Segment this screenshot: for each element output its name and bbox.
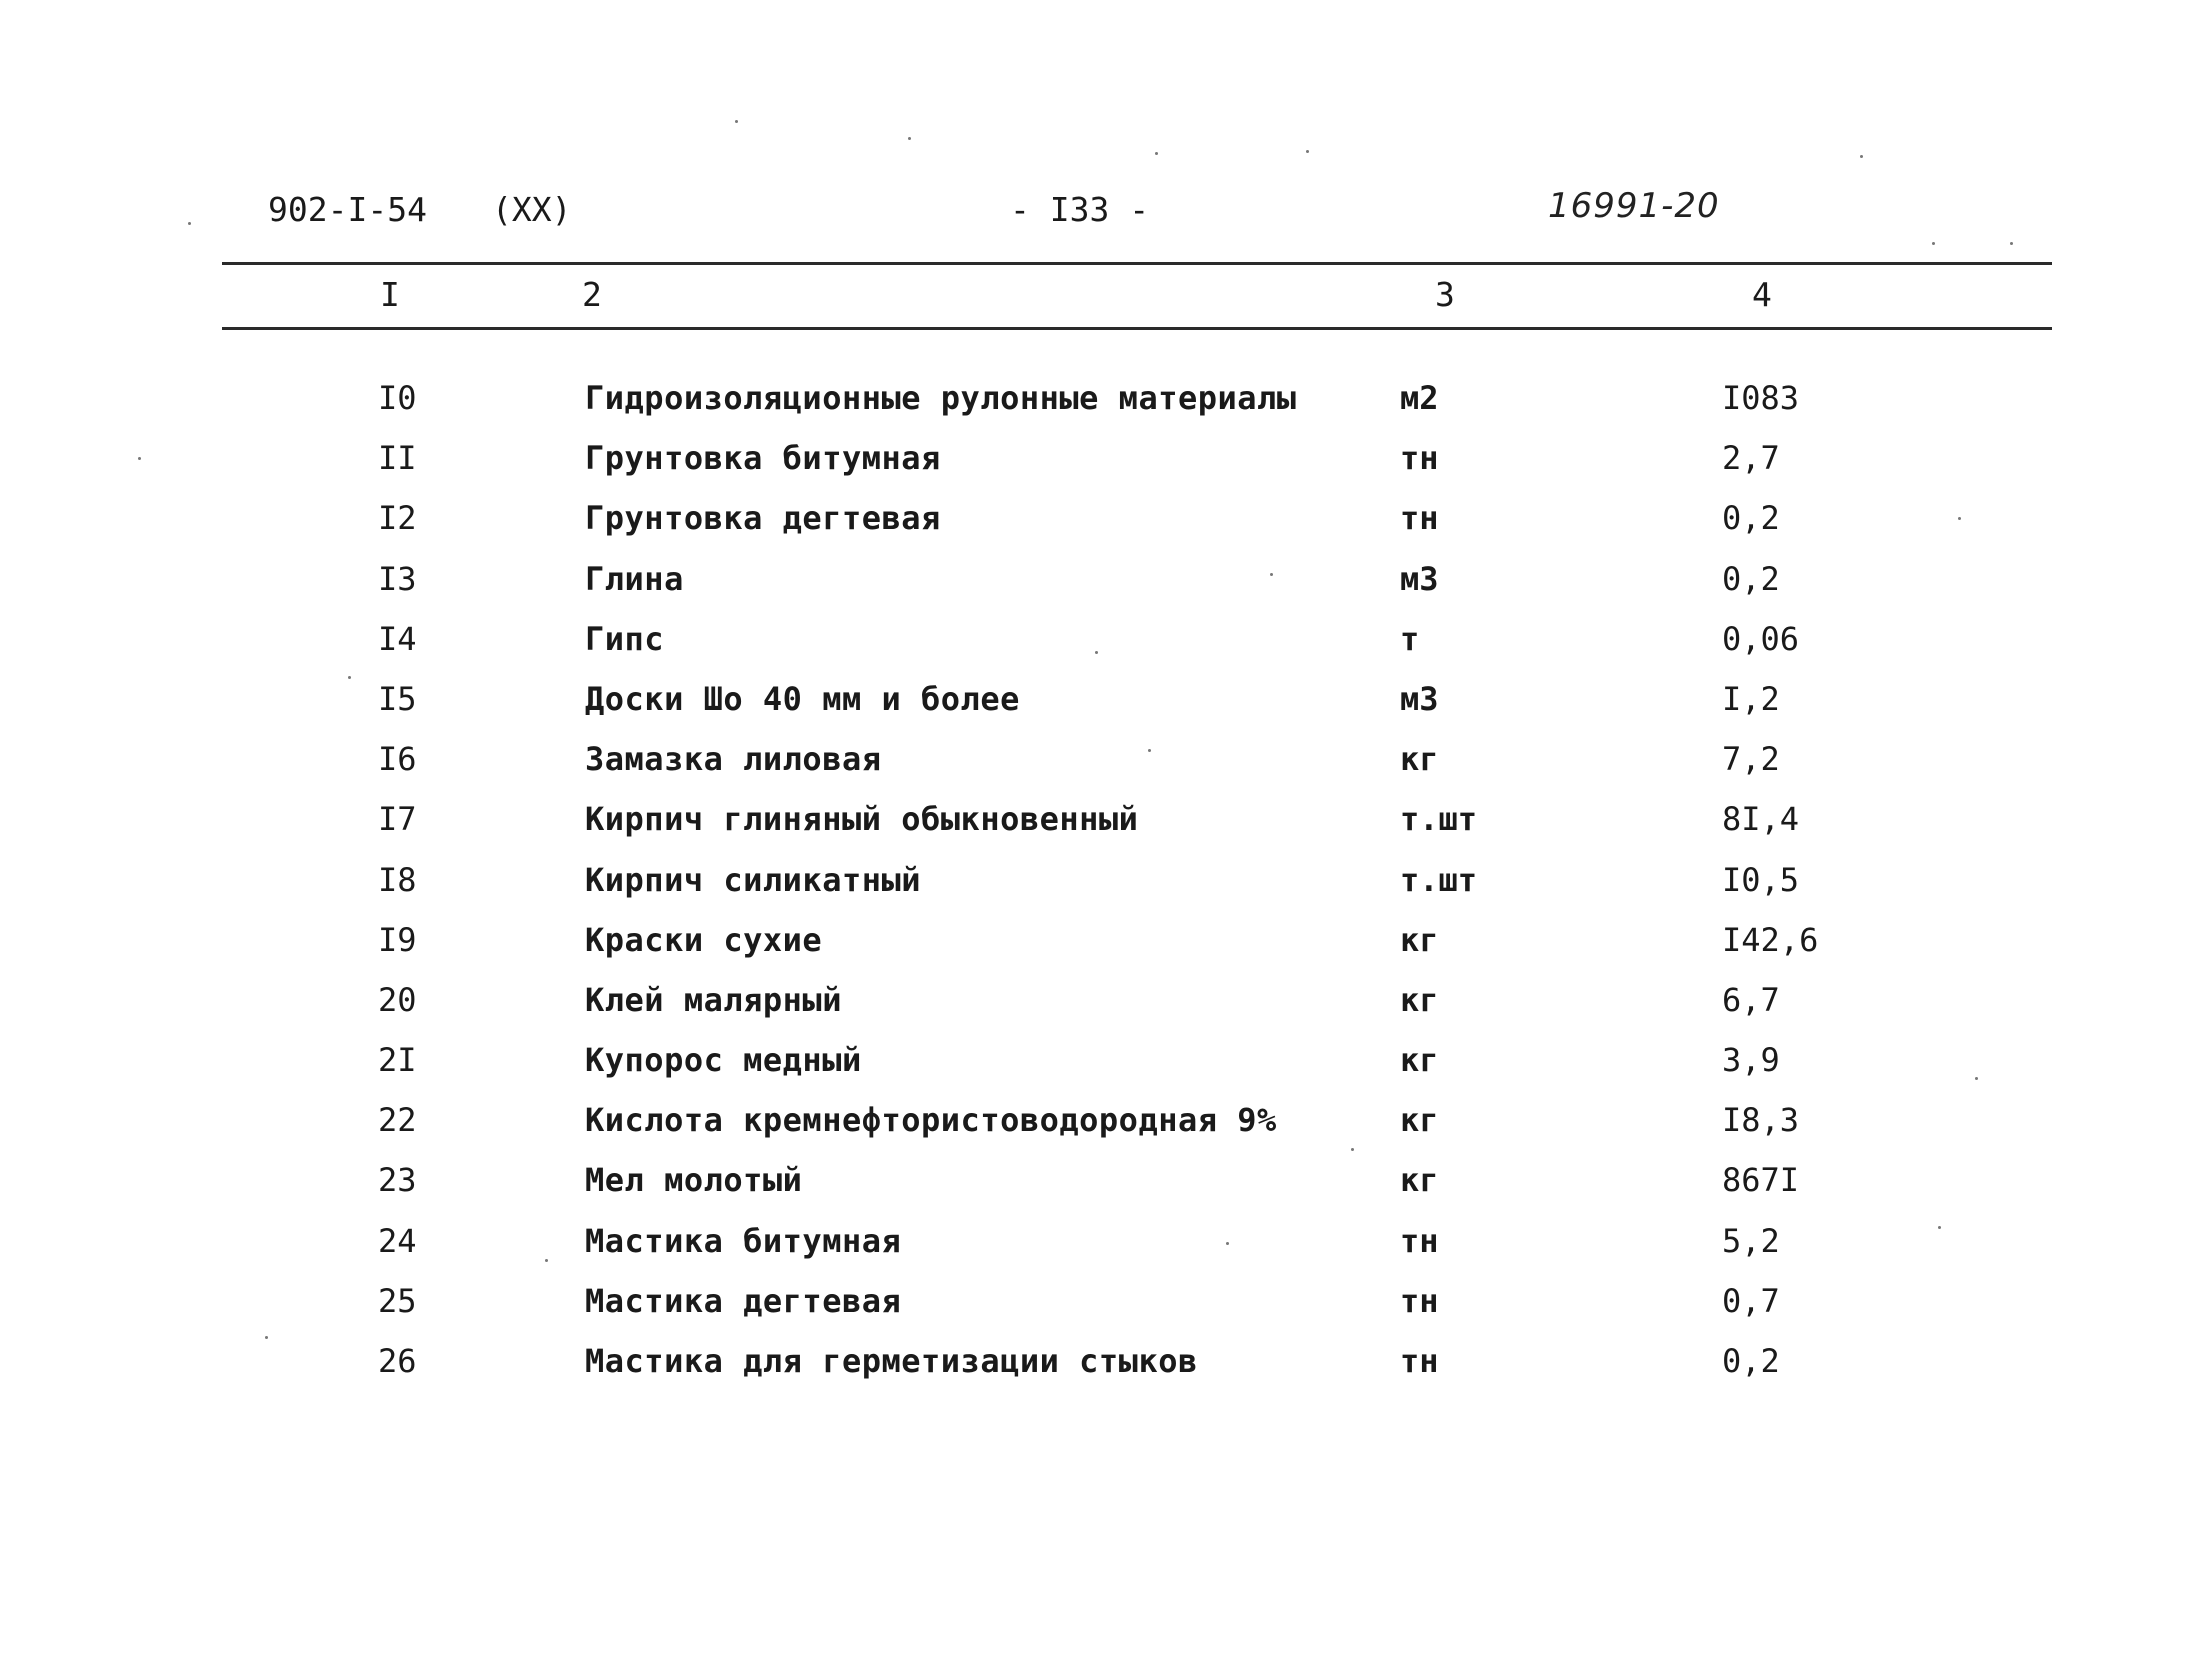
- quantity: 867I: [1722, 1161, 1800, 1200]
- row-number: II: [378, 439, 417, 478]
- material-name: Замазка лиловая: [585, 740, 882, 779]
- unit: тн: [1400, 1221, 1439, 1260]
- material-name: Краски сухие: [585, 920, 823, 959]
- table-row: [0, 557, 2205, 617]
- material-name: Грунтовка дегтевая: [585, 499, 941, 538]
- table-row: [0, 737, 2205, 797]
- unit: кг: [1400, 740, 1439, 779]
- unit: кг: [1400, 1041, 1439, 1080]
- row-number: I9: [378, 920, 417, 959]
- material-name: Мастика дегтевая: [585, 1281, 902, 1320]
- unit: кг: [1400, 920, 1439, 959]
- quantity: 0,2: [1722, 559, 1780, 598]
- scan-speck: [908, 137, 911, 140]
- scan-speck: [138, 457, 141, 460]
- quantity: I,2: [1722, 679, 1780, 718]
- table-row: [0, 1279, 2205, 1339]
- row-number: 24: [378, 1221, 417, 1260]
- quantity: 3,9: [1722, 1041, 1780, 1080]
- quantity: I083: [1722, 379, 1800, 417]
- material-name: Кислота кремнефтористоводородная 9%: [585, 1101, 1277, 1140]
- table-row: [0, 436, 2205, 496]
- table-row: [0, 797, 2205, 857]
- quantity: 0,7: [1722, 1281, 1780, 1320]
- quantity: 8I,4: [1722, 800, 1800, 839]
- unit: тн: [1400, 439, 1439, 478]
- row-number: I3: [378, 559, 417, 598]
- table-header-rule: [222, 327, 2052, 330]
- unit: тн: [1400, 499, 1439, 538]
- row-number: I4: [378, 619, 417, 658]
- column-header-3: 3: [1435, 275, 1455, 314]
- table-row: [0, 1098, 2205, 1158]
- scan-speck: [1095, 651, 1098, 654]
- unit: тн: [1400, 1281, 1439, 1320]
- doc-code: 902-I-54: [268, 190, 427, 229]
- unit: м2: [1400, 379, 1439, 417]
- page-number: - I33 -: [1010, 190, 1150, 229]
- scan-speck: [1226, 1242, 1229, 1245]
- unit: кг: [1400, 1101, 1439, 1140]
- row-number: 22: [378, 1101, 417, 1140]
- table-top-rule: [222, 262, 2052, 265]
- quantity: 0,2: [1722, 1342, 1780, 1380]
- row-number: 26: [378, 1342, 417, 1380]
- row-number: I6: [378, 740, 417, 779]
- table-body: [0, 376, 2205, 1399]
- material-name: Клей малярный: [585, 980, 842, 1019]
- table-row: [0, 677, 2205, 737]
- table-row: [0, 1038, 2205, 1098]
- quantity: 5,2: [1722, 1221, 1780, 1260]
- row-number: I5: [378, 679, 417, 718]
- scan-speck: [348, 676, 351, 679]
- column-header-2: 2: [582, 275, 602, 314]
- material-name: Мастика для герметизации стыков: [585, 1342, 1198, 1380]
- scan-speck: [1938, 1226, 1941, 1229]
- row-number: 20: [378, 980, 417, 1019]
- quantity: 0,06: [1722, 619, 1800, 658]
- scan-speck: [1148, 749, 1151, 752]
- material-name: Мел молотый: [585, 1161, 803, 1200]
- scan-speck: [1975, 1077, 1978, 1080]
- table-row: [0, 496, 2205, 556]
- row-number: 23: [378, 1161, 417, 1200]
- row-number: I2: [378, 499, 417, 538]
- row-number: 2I: [378, 1041, 417, 1080]
- unit: м3: [1400, 679, 1439, 718]
- scan-speck: [1351, 1148, 1354, 1151]
- row-number: I0: [378, 379, 417, 417]
- material-name: Кирпич силикатный: [585, 860, 922, 899]
- scan-speck: [1155, 152, 1158, 155]
- quantity: I0,5: [1722, 860, 1800, 899]
- table-row: [0, 918, 2205, 978]
- material-name: Купорос медный: [585, 1041, 862, 1080]
- table-row: [0, 376, 2205, 436]
- scan-speck: [1932, 242, 1935, 245]
- quantity: 2,7: [1722, 439, 1780, 478]
- unit: тн: [1400, 1342, 1439, 1380]
- table-row: [0, 1219, 2205, 1279]
- table-row: [0, 1339, 2205, 1399]
- material-name: Грунтовка битумная: [585, 439, 941, 478]
- scan-speck: [1860, 155, 1863, 158]
- scan-speck: [2010, 242, 2013, 245]
- unit: м3: [1400, 559, 1439, 598]
- table-row: [0, 1158, 2205, 1218]
- material-name: Кирпич глиняный обыкновенный: [585, 800, 1139, 839]
- quantity: 6,7: [1722, 980, 1780, 1019]
- scan-speck: [265, 1336, 268, 1339]
- scan-speck: [735, 120, 738, 123]
- table-row: [0, 617, 2205, 677]
- row-number: 25: [378, 1281, 417, 1320]
- unit: т.шт: [1400, 860, 1478, 899]
- quantity: I42,6: [1722, 920, 1819, 959]
- row-number: I7: [378, 800, 417, 839]
- table-row: [0, 858, 2205, 918]
- table-row: [0, 978, 2205, 1038]
- sheet-label: (XX): [492, 190, 572, 229]
- unit: т.шт: [1400, 800, 1478, 839]
- column-header-1: I: [380, 275, 400, 314]
- material-name: Доски Шо 40 мм и более: [585, 679, 1020, 718]
- material-name: Глина: [585, 559, 684, 598]
- scan-speck: [545, 1259, 548, 1262]
- scan-speck: [1958, 517, 1961, 520]
- scan-speck: [1306, 150, 1309, 153]
- quantity: 7,2: [1722, 740, 1780, 779]
- handwritten-note: 16991-20: [1548, 186, 1720, 226]
- quantity: I8,3: [1722, 1101, 1800, 1140]
- unit: кг: [1400, 980, 1439, 1019]
- scan-speck: [188, 222, 191, 225]
- material-name: Гидроизоляционные рулонные материалы: [585, 379, 1297, 417]
- column-header-4: 4: [1752, 275, 1772, 314]
- scan-speck: [1270, 573, 1273, 576]
- material-name: Мастика битумная: [585, 1221, 902, 1260]
- row-number: I8: [378, 860, 417, 899]
- material-name: Гипс: [585, 619, 665, 658]
- unit: кг: [1400, 1161, 1439, 1200]
- unit: т: [1400, 619, 1420, 658]
- quantity: 0,2: [1722, 499, 1780, 538]
